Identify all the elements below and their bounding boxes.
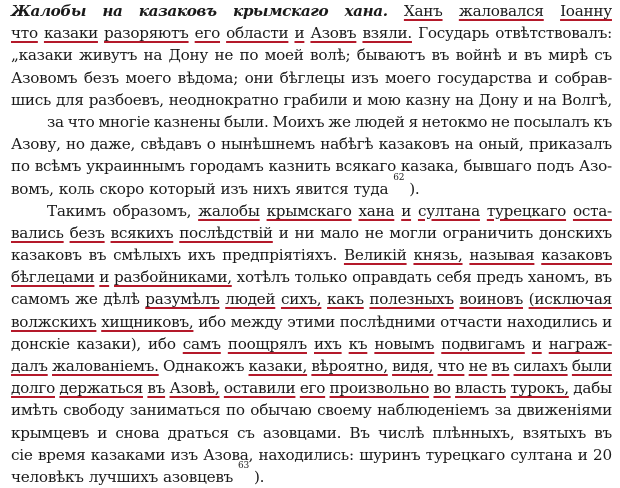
word: и (531, 334, 542, 353)
word: „казаки (11, 46, 73, 65)
word: бѣглецами (11, 268, 95, 287)
word: коль (58, 179, 95, 198)
word: послѣдними (339, 312, 436, 331)
word: взяли. (362, 24, 412, 43)
text-line (11, 311, 612, 333)
word: дабы (573, 379, 612, 398)
word: собрав- (554, 68, 612, 87)
word: Азовѣ, (169, 379, 220, 398)
word: казаки), (76, 334, 142, 353)
word: и (577, 445, 588, 464)
word: бывшаго (463, 157, 532, 176)
word: украиннымъ (86, 157, 185, 176)
word: бываютъ (356, 46, 426, 65)
word: области (226, 24, 289, 43)
word: Іоанну (560, 2, 612, 20)
word: Такимъ (47, 201, 106, 220)
word: въ (88, 246, 107, 265)
section-heading-word: хана. (344, 2, 388, 20)
word: за (494, 401, 512, 420)
word: казну (405, 90, 451, 109)
word: плѣнныхъ, (432, 423, 515, 442)
word: казаки (43, 24, 98, 43)
word: нынѣшнемъ (220, 135, 315, 154)
word: городамъ (189, 157, 264, 176)
word: находились (506, 312, 598, 331)
word: свободу (63, 401, 125, 420)
word: донскихъ (538, 223, 612, 242)
word: въ (594, 423, 612, 442)
word: казаковъ (11, 246, 82, 265)
word: были (571, 357, 612, 375)
word: Дону (478, 90, 519, 109)
word: скоро (99, 179, 145, 198)
word: движеніями (517, 401, 612, 420)
word: за (47, 112, 64, 131)
word: и (523, 90, 533, 109)
word: но (66, 135, 85, 154)
word: послѣдствій (179, 223, 273, 242)
word: что (67, 112, 95, 131)
word: крымцевъ (11, 423, 90, 442)
word: заниматься (129, 401, 221, 420)
word: видя, (392, 357, 434, 375)
word: жалобы (198, 201, 260, 220)
word: на (537, 90, 557, 109)
text-line (11, 222, 612, 244)
word: явится (295, 179, 349, 198)
word: не (468, 357, 488, 375)
word: волжскихъ (11, 312, 97, 331)
word: донскіе (11, 334, 70, 353)
word: этими (287, 312, 335, 331)
word: и (401, 201, 412, 220)
word: отчасти (440, 312, 503, 331)
text-line (11, 44, 612, 66)
word: не (364, 223, 384, 242)
word: какъ (327, 290, 364, 309)
word: къ (348, 334, 368, 353)
word: что (437, 357, 465, 375)
word: не (214, 46, 234, 65)
word: въ (147, 379, 166, 398)
word: и (97, 423, 108, 442)
word: подвигамъ (441, 334, 525, 353)
word: для (55, 90, 84, 109)
text-line (11, 355, 612, 377)
word: казаковъ (378, 135, 450, 154)
word: жаловался (458, 2, 544, 20)
word: предъ (476, 268, 524, 287)
word: разбойниками, (114, 268, 232, 287)
word: на (454, 135, 474, 154)
word: далъ (11, 357, 48, 375)
word: вѣдома; (177, 68, 239, 87)
word: даже, (90, 135, 136, 154)
word: были. (224, 112, 269, 131)
text-line (11, 244, 612, 266)
word: не (491, 112, 510, 131)
word: съ (237, 423, 255, 442)
word: жалованіемъ. (52, 357, 159, 375)
section-heading-word: на (102, 2, 123, 20)
word: мирѣ (548, 46, 588, 65)
word: разумѣлъ (145, 290, 220, 309)
word: турецкаго (486, 201, 567, 220)
word: новымъ (374, 334, 435, 353)
word: Великій (343, 246, 407, 265)
word: человѣкъ (11, 467, 84, 486)
word: его (299, 379, 326, 398)
word: по (11, 157, 30, 176)
word: сихъ, (280, 290, 322, 309)
word: казаковъ (541, 246, 612, 265)
word: Моихъ (272, 112, 325, 131)
word: казаки, (248, 357, 308, 375)
word: образомъ, (112, 201, 192, 220)
word: и (538, 68, 548, 87)
word: могли (389, 223, 437, 242)
word: держаться (59, 379, 143, 398)
word: дѣлѣ (103, 290, 140, 309)
text-line (11, 399, 612, 421)
word: разбоевъ, (88, 90, 164, 109)
word: и (294, 24, 305, 43)
word: называя (469, 246, 535, 265)
word: людей (225, 290, 276, 309)
word: приказалъ (529, 135, 612, 154)
word: полезныхъ (369, 290, 454, 309)
word: нихъ (252, 179, 291, 198)
word: имѣть (11, 401, 58, 420)
word: я (408, 112, 418, 131)
word: произвольно (329, 379, 430, 398)
word: казаками (90, 445, 166, 464)
word: свѣдавъ (140, 135, 202, 154)
word: ихъ (314, 334, 342, 353)
word: воиновъ (459, 290, 523, 309)
word: султана (417, 201, 480, 220)
word: оста- (572, 201, 612, 220)
word: всякаго (335, 157, 396, 176)
word: турецкаго (425, 445, 506, 464)
word: всѣмъ (34, 157, 82, 176)
word: ихъ (187, 246, 216, 265)
word: всякихъ (110, 223, 174, 242)
word: предпріятіяхъ. (222, 246, 338, 265)
word: бѣглецы (279, 68, 345, 87)
word: и (352, 90, 363, 109)
word: и (99, 268, 110, 287)
word: оставили (223, 379, 296, 398)
word: находились: (258, 445, 354, 464)
word: взятыхъ (522, 423, 587, 442)
word: казнены (153, 112, 221, 131)
word: по (225, 401, 245, 420)
word: грабили (283, 90, 348, 109)
text-line (11, 0, 612, 22)
word: мало (320, 223, 359, 242)
text-line (11, 422, 612, 444)
section-heading-word: крымскаго (232, 2, 329, 20)
word: на (143, 46, 163, 65)
text-line (11, 133, 612, 155)
word: драться (167, 423, 229, 442)
word: шись (11, 90, 52, 109)
word: казнить (268, 157, 331, 176)
word: награж- (548, 334, 612, 353)
word: Азовъ (310, 24, 357, 43)
word: государства (437, 68, 532, 87)
word: Въ (349, 423, 370, 442)
word: и (602, 312, 612, 331)
word: турокъ, (510, 379, 569, 398)
word: хана (358, 201, 395, 220)
word: живутъ (78, 46, 138, 65)
text-line (11, 89, 612, 111)
word: на (455, 90, 474, 109)
word: и (507, 46, 518, 65)
word: только (294, 268, 348, 287)
text-line (11, 377, 612, 399)
word: азовцами. (262, 423, 342, 442)
word: наблюденіемъ (377, 401, 490, 420)
word: обычаю (250, 401, 312, 420)
word: туда (353, 179, 389, 198)
word: къ (593, 112, 612, 131)
word: съ (594, 46, 612, 65)
word: подъ (536, 157, 574, 176)
word: ни (294, 223, 315, 242)
word: самомъ (11, 290, 70, 309)
text-line (11, 460, 612, 488)
word: оный, (478, 135, 524, 154)
word: они (244, 68, 274, 87)
word: 20 (593, 445, 612, 464)
word: во (433, 379, 451, 398)
word: ограничить (442, 223, 534, 242)
word: власть (455, 379, 506, 398)
word: смѣлыхъ (113, 246, 181, 265)
word: казака, (400, 157, 459, 176)
word: же (75, 290, 98, 309)
word: вались (11, 223, 64, 242)
word: который (149, 179, 216, 198)
text-line (11, 288, 612, 310)
word: неоднократно (168, 90, 279, 109)
text-line (11, 266, 612, 288)
text-line (11, 333, 612, 355)
word: нетокмо (421, 112, 488, 131)
word: силахъ (513, 357, 568, 375)
word: князь, (413, 246, 463, 265)
word: долго (11, 379, 55, 398)
word: мою (367, 90, 401, 109)
word: поощрялъ (227, 334, 307, 353)
word: Азовомъ (11, 68, 78, 87)
word: между (230, 312, 283, 331)
word: же (328, 112, 351, 131)
text-line (11, 444, 612, 466)
word: по (239, 46, 259, 65)
word: азовцевъ (163, 467, 234, 486)
word: числѣ (377, 423, 425, 442)
section-heading-word: Жалобы (11, 2, 87, 20)
word: людей (354, 112, 405, 131)
word: ). (409, 179, 420, 198)
word: войнѣ (455, 46, 502, 65)
word: моего (384, 68, 431, 87)
word: въ (524, 46, 542, 65)
word: безъ (83, 68, 119, 87)
word: ибо (198, 312, 226, 331)
word: Дону (168, 46, 209, 65)
word: о (206, 135, 216, 154)
word: ибо (148, 334, 176, 353)
word: моего (125, 68, 172, 87)
word: Азова, (203, 445, 254, 464)
word: Азо- (578, 157, 612, 176)
word: Азову, (11, 135, 61, 154)
text-line (11, 200, 612, 222)
word: волѣ; (310, 46, 351, 65)
word: себя (436, 268, 472, 287)
text-line (11, 172, 612, 200)
word: изъ (170, 445, 198, 464)
word: время (38, 445, 86, 464)
word: въ (431, 46, 450, 65)
word: его (194, 24, 221, 43)
word: хищниковъ, (101, 312, 194, 331)
word: что (11, 24, 38, 43)
word: многіе (98, 112, 150, 131)
word: шуринъ (359, 445, 421, 464)
word: ханомъ, (527, 268, 590, 287)
word: Волгѣ, (561, 90, 612, 109)
text-line (11, 111, 612, 133)
word: вѣроятно, (311, 357, 388, 375)
word: лучшихъ (88, 467, 159, 486)
word: изъ (220, 179, 248, 198)
word: въ (594, 268, 612, 287)
word: своему (317, 401, 372, 420)
word: и (278, 223, 289, 242)
word: Однакожъ (162, 357, 245, 375)
word: снова (115, 423, 160, 442)
text-line (11, 67, 612, 89)
word: крымскаго (266, 201, 352, 220)
word: сіе (11, 445, 33, 464)
word: разоряютъ (104, 24, 189, 43)
word: моей (264, 46, 304, 65)
footnote-ref: 63 (238, 460, 249, 471)
text-line (11, 155, 612, 177)
word: набѣгѣ (320, 135, 374, 154)
word: хотѣлъ (236, 268, 290, 287)
word: самъ (182, 334, 221, 353)
word: султана (510, 445, 573, 464)
word: отвѣтствовалъ: (495, 24, 612, 43)
word: Государь (418, 24, 490, 43)
word: безъ (69, 223, 105, 242)
section-heading-word: казаковъ (138, 2, 217, 20)
word: ). (254, 467, 265, 486)
word: изъ (351, 68, 379, 87)
word: посылалъ (513, 112, 590, 131)
word: Ханъ (403, 2, 443, 20)
word: (исключая (528, 290, 612, 309)
word: вомъ, (11, 179, 54, 198)
word: въ (491, 357, 510, 375)
text-line (11, 22, 612, 44)
word: оправдать (352, 268, 432, 287)
footnote-ref: 62 (393, 172, 405, 183)
